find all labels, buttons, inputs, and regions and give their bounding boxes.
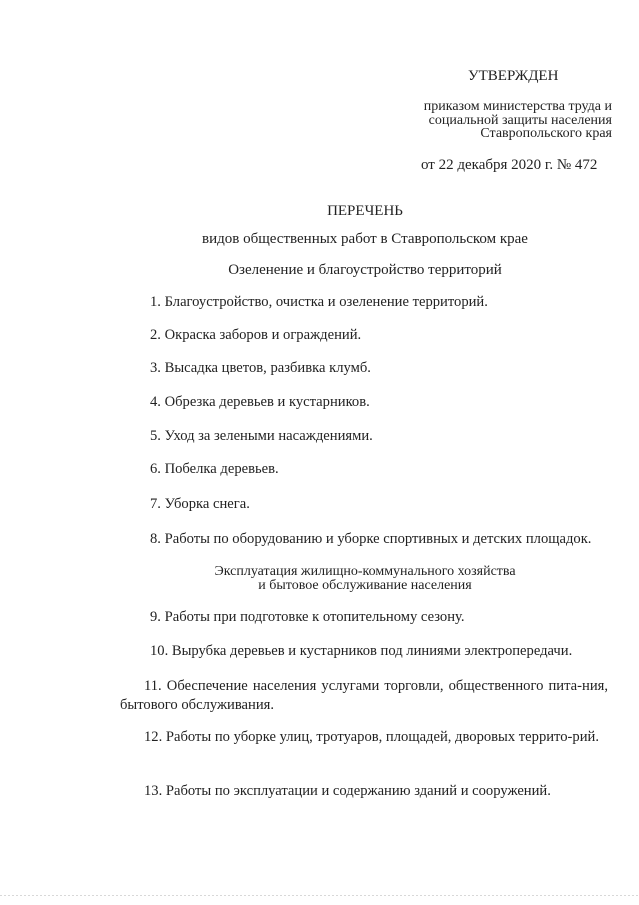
document-subtitle: видов общественных работ в Ставропольском крае (202, 231, 528, 247)
list-item: 8. Работы по оборудованию и уборке спортивных и детских площадок. (150, 531, 592, 547)
document-title: ПЕРЕЧЕНЬ (327, 203, 403, 219)
approval-date: от 22 декабря 2020 г. № 472 (421, 157, 598, 173)
list-item: 2. Окраска заборов и ограждений. (150, 327, 362, 343)
list-item: 5. Уход за зелеными насаждениями. (150, 428, 373, 444)
list-item: 7. Уборка снега. (150, 496, 250, 512)
list-item: 12. Работы по уборке улиц, тротуаров, площадей, дворовых террито-рий. (144, 729, 599, 745)
list-item: 1. Благоустройство, очистка и озеленение территорий. (150, 294, 488, 310)
list-item: 9. Работы при подготовке к отопительному сезону. (150, 609, 465, 625)
scan-edge-line (0, 895, 639, 896)
approval-line-2: социальной защиты населения (428, 112, 612, 128)
section-title-housing-line-1: Эксплуатация жилищно-коммунального хозяйства (214, 564, 516, 579)
list-item: 3. Высадка цветов, разбивка клумб. (150, 360, 371, 376)
section-title-housing (150, 565, 580, 593)
approval-title: УТВЕРЖДЕН (468, 68, 559, 84)
approval-block (396, 100, 612, 141)
list-item: 4. Обрезка деревьев и кустарников. (150, 394, 370, 410)
approval-line-1: приказом министерства труда и (423, 99, 612, 114)
list-item: 6. Побелка деревьев. (150, 461, 279, 477)
list-item: 10. Вырубка деревьев и кустарников под линиями электропередачи. (150, 643, 573, 659)
section-title-housing-line-2: и бытовое обслуживание населения (258, 578, 472, 593)
list-item: 11. Обеспечение населения услугами торговли, общественного пита-ния, бытового обслуживания. (120, 678, 608, 713)
list-item: 13. Работы по эксплуатации и содержанию зданий и сооружений. (144, 783, 551, 799)
approval-line-3: Ставропольского края (480, 126, 612, 141)
section-title-greening: Озеленение и благоустройство территорий (228, 262, 502, 278)
